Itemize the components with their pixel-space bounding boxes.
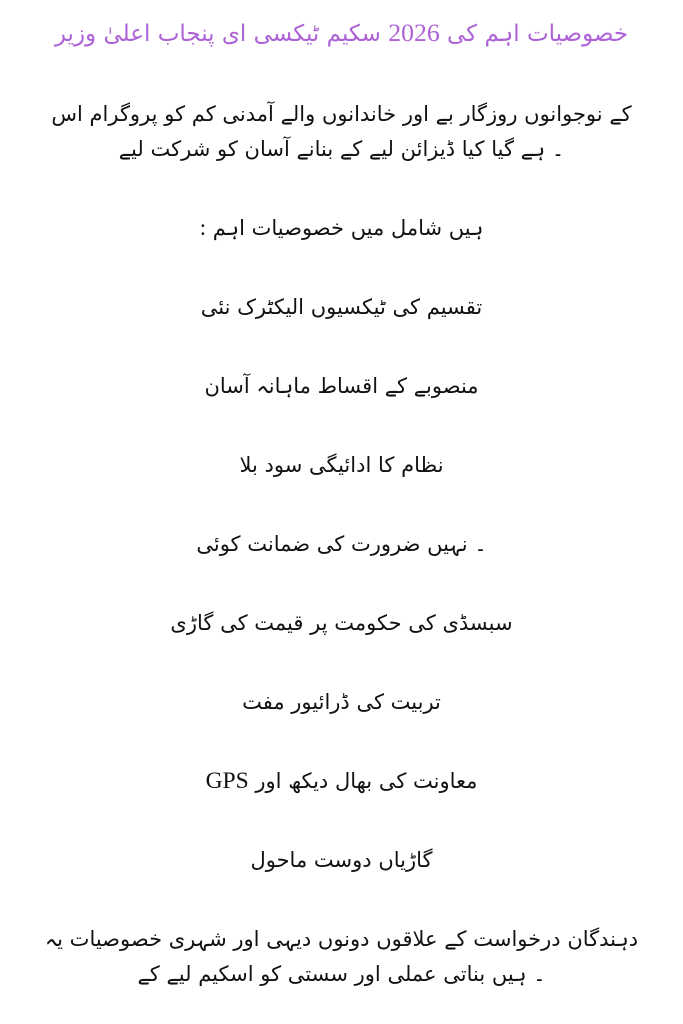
- closing-paragraph: یہ خصوصیات شہری اور دیہی دونوں علاقوں کے درخواست دہندگان کے لیے اسکیم کو سستی اور عملی بناتی ہیں ۔: [44, 927, 639, 986]
- feature-item-installment-plans: آسان ماہانہ اقساط کے منصوبے: [204, 374, 479, 398]
- feature-item-interest-free-payment: بلا سود ادائیگی کا نظام: [239, 453, 444, 477]
- feature-item-eco-friendly-vehicles: ماحول دوست گاڑیاں: [250, 848, 433, 872]
- feature-item-no-guarantee: کوئی ضمانت کی ضرورت نہیں ۔: [196, 532, 487, 556]
- intro-paragraph: اس پروگرام کو کم آمدنی والے خاندانوں اور بے روزگار نوجوانوں کے لیے شرکت کو آسان بنانے کے لیے ڈیزائن کیا گیا ہے ۔: [51, 102, 632, 161]
- feature-item-gps-maintenance: GPS اور دیکھ بھال کی معاونت: [205, 768, 478, 794]
- features-heading: : اہم خصوصیات میں شامل ہیں: [199, 215, 484, 241]
- feature-item-electric-taxis: نئی الیکٹرک ٹیکسیوں کی تقسیم: [200, 295, 483, 319]
- feature-item-driver-training: مفت ڈرائیور کی تربیت: [242, 690, 441, 714]
- feature-item-government-subsidy: گاڑی کی قیمت پر حکومت کی سبسڈی: [170, 611, 513, 635]
- page-title: وزیر اعلیٰ پنجاب ای ٹیکسی سکیم 2026 کی اہم خصوصیات: [54, 18, 629, 47]
